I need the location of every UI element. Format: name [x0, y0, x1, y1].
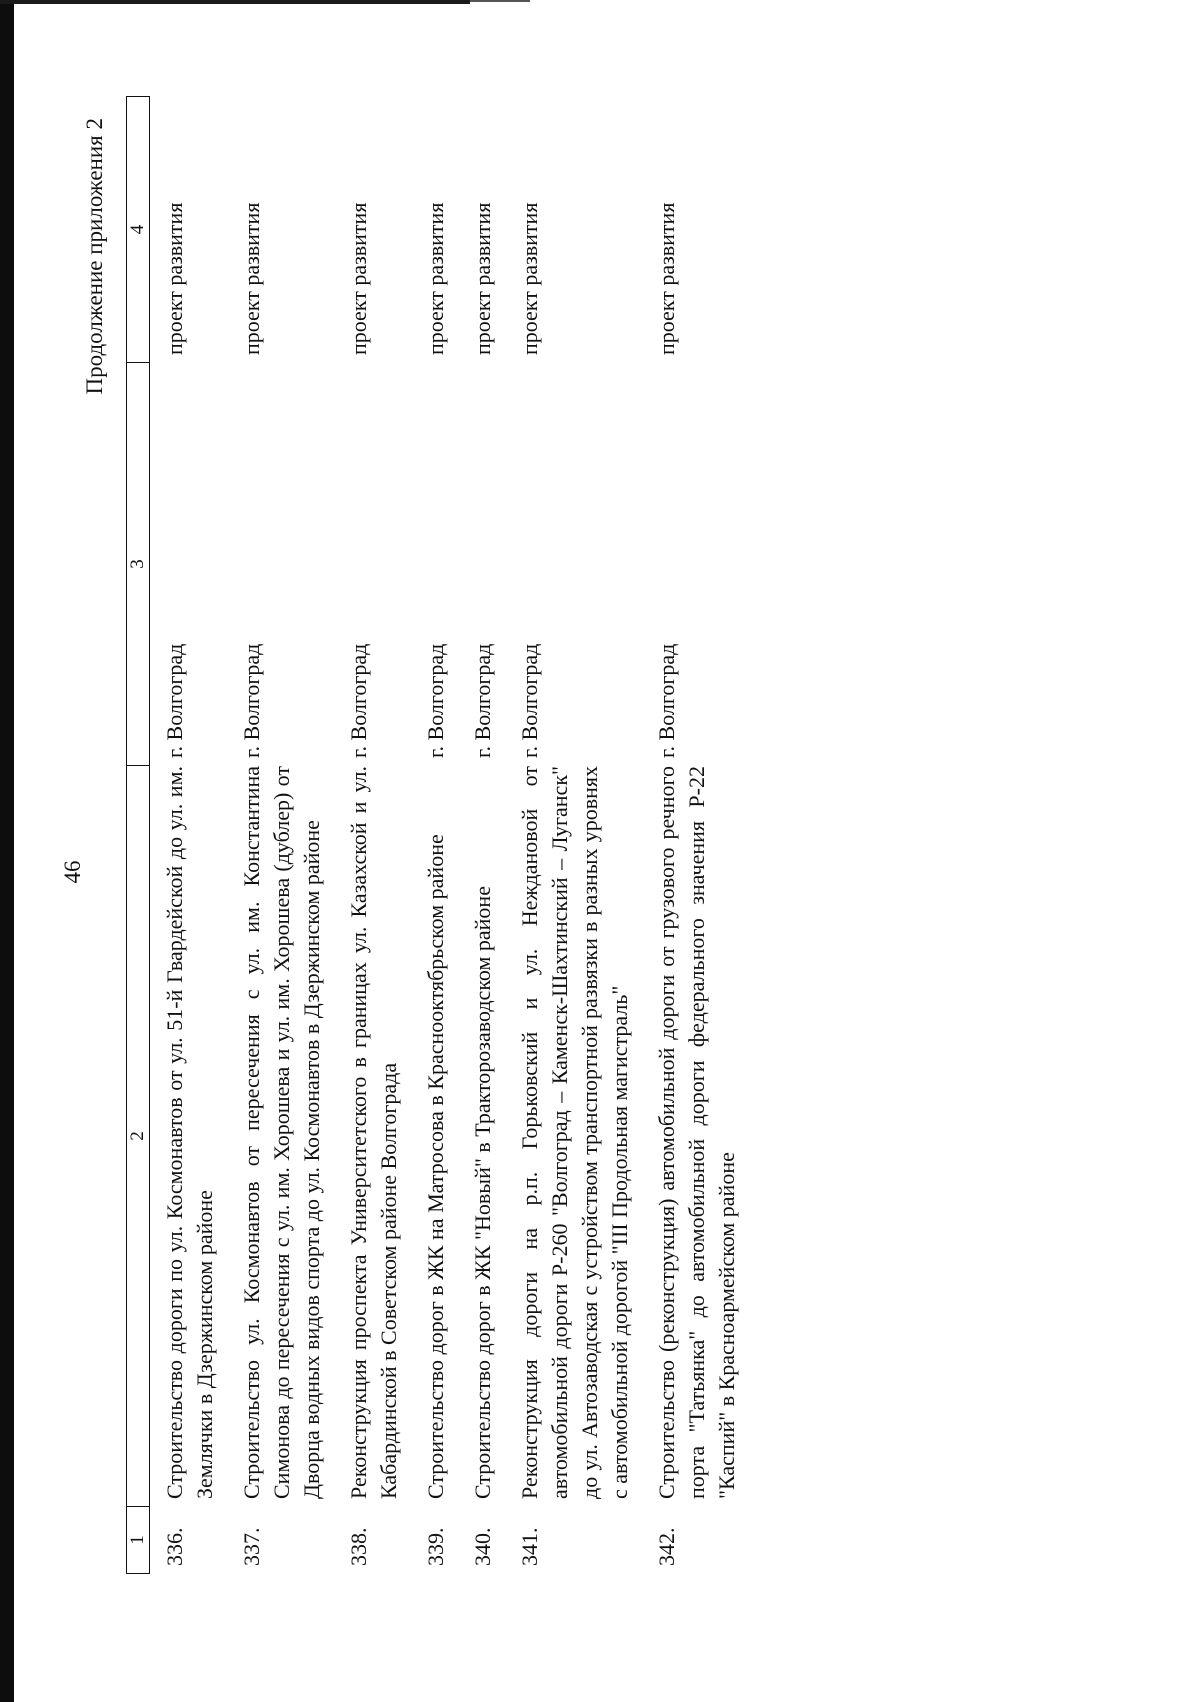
row-status: проект развития — [334, 97, 411, 363]
row-status: проект развития — [411, 97, 458, 363]
row-number: 341. — [505, 1507, 642, 1574]
column-header-4: 4 — [127, 97, 150, 363]
table-row — [642, 97, 749, 1574]
row-location: г. Волгоград — [642, 363, 749, 766]
column-header-3: 3 — [127, 363, 150, 766]
table-row — [227, 97, 334, 1574]
row-number: 336. — [150, 1507, 228, 1574]
continuation-note: Продолжение приложения 2 — [82, 118, 107, 395]
table-row — [334, 97, 411, 1574]
row-number: 338. — [334, 1507, 411, 1574]
row-description: Строительство (реконструкция) автомобильной дороги от грузового речного порта "Татьянка" до автомобильной дороги федерального значения Р-22 "Каспий" в Красноармейском районе — [642, 766, 749, 1507]
header-row — [127, 97, 150, 1574]
page-number: 46 — [60, 860, 85, 884]
row-description: Строительство дорог в ЖК на Матросова в Краснооктябрьском районе — [411, 766, 458, 1507]
row-number: 339. — [411, 1507, 458, 1574]
projects-table — [126, 96, 749, 1574]
row-description: Реконструкция дороги на р.п. Горьковский и ул. Неждановой от автомобильной дороги Р-260 "Волгоград – Каменск-Шахтинский – Луганск" до ул. Автозаводская с устройством транспортной развязки в разных уровнях с автомобильной дорогой "III Продольная магистраль" — [505, 766, 642, 1507]
row-status: проект развития — [505, 97, 642, 363]
row-description: Реконструкция проспекта Университетского в границах ул. Казахской и ул. Кабардинской в Советском районе Волгограда — [334, 766, 411, 1507]
table-row — [505, 97, 642, 1574]
row-status: проект развития — [150, 97, 228, 363]
column-header-2: 2 — [127, 766, 150, 1507]
table-row — [458, 97, 505, 1574]
row-description: Строительство дорог в ЖК "Новый" в Тракторозаводском районе — [458, 766, 505, 1507]
row-location: г. Волгоград — [150, 363, 228, 766]
row-status: проект развития — [458, 97, 505, 363]
row-location: г. Волгоград — [227, 363, 334, 766]
table-row — [150, 97, 228, 1574]
table-row — [411, 97, 458, 1574]
row-location: г. Волгоград — [505, 363, 642, 766]
row-location: г. Волгоград — [458, 363, 505, 766]
row-description: Строительство дороги по ул. Космонавтов от ул. 51-й Гвардейской до ул. им. Землячки в Дзержинском районе — [150, 766, 228, 1507]
row-status: проект развития — [227, 97, 334, 363]
column-header-1: 1 — [127, 1507, 150, 1574]
row-location: г. Волгоград — [334, 363, 411, 766]
row-status: проект развития — [642, 97, 749, 363]
row-number: 340. — [458, 1507, 505, 1574]
row-description: Строительство ул. Космонавтов от пересечения с ул. им. Константина Симонова до пересечения с ул. им. Хорошева и ул. им. Хорошева (дублер) от Дворца водных видов спорта до ул. Космонавтов в Дзержинском районе — [227, 766, 334, 1507]
row-number: 337. — [227, 1507, 334, 1574]
row-number: 342. — [642, 1507, 749, 1574]
row-location: г. Волгоград — [411, 363, 458, 766]
